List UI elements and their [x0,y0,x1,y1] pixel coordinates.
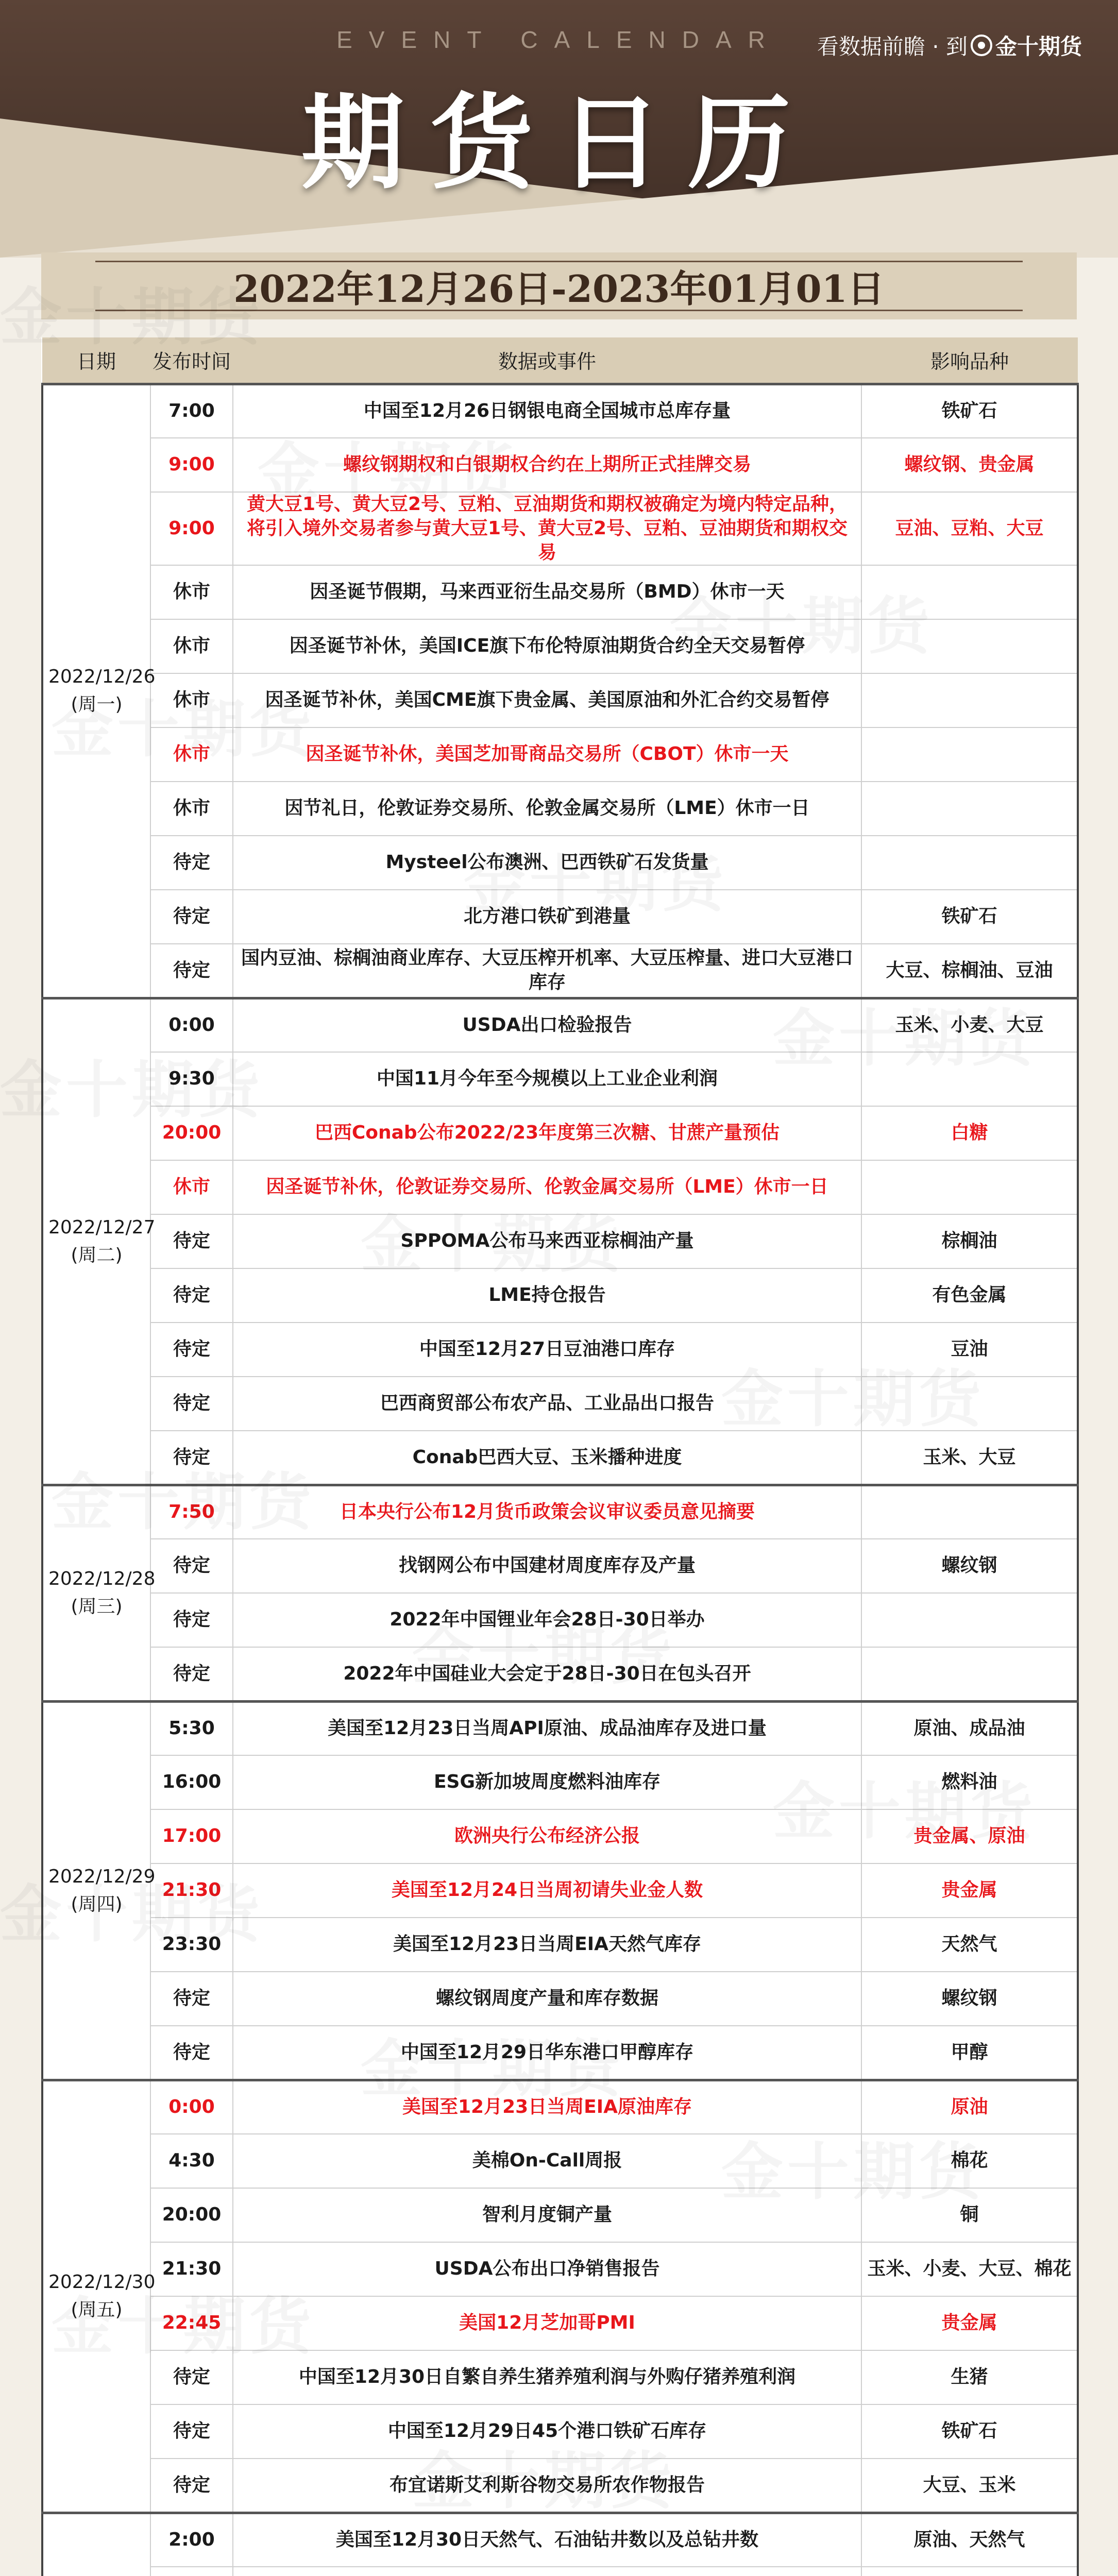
event-cell: 中国至12月29日华东港口甲醇库存 [233,2026,861,2080]
event-cell: 2022年中国锂业年会28日-30日举办 [233,1593,861,1647]
time-cell: 20:00 [150,1106,233,1160]
time-cell: 9:00 [150,438,233,492]
table-row [42,1593,1078,1647]
variety-cell: 贵金属、原油 [861,1809,1078,1863]
variety-cell: 玉米、小麦、大豆 [861,998,1078,1052]
top-right-text: 看数据前瞻 · 到 [817,34,968,59]
event-cell: 螺纹钢周度产量和库存数据 [233,1972,861,2026]
event-cell: 因节礼日，伦敦证券交易所、伦敦金属交易所（LME）休市一日 [233,782,861,836]
variety-cell: 棉花 [861,2134,1078,2188]
table-row [42,2080,1078,2134]
time-cell: 待定 [150,1431,233,1485]
variety-cell: 铁矿石 [861,2404,1078,2459]
table-row [42,1863,1078,1918]
table-row [42,492,1078,565]
time-cell: 21:30 [150,1863,233,1918]
variety-cell [861,782,1078,836]
event-cell: 中国11月今年至今规模以上工业企业利润 [233,1052,861,1106]
event-cell: 因圣诞节补休，伦敦证券交易所、伦敦金属交易所（LME）休市一日 [233,1160,861,1214]
variety-cell [861,619,1078,673]
table-row [42,384,1078,438]
table-row [42,2188,1078,2242]
time-cell: 0:00 [150,998,233,1052]
event-cell: LME持仓报告 [233,1268,861,1323]
event-cell: 美国至12月23日当周EIA天然气库存 [233,1918,861,1972]
table-row [42,2296,1078,2350]
table-row [42,782,1078,836]
event-cell: 美国12月芝加哥PMI [233,2296,861,2350]
event-cell: 中国至12月26日钢银电商全国城市总库存量 [233,384,861,438]
table-row [42,1160,1078,1214]
event-cell: 北方港口铁矿到港量 [233,890,861,944]
variety-cell: 豆油 [861,1323,1078,1377]
table-row [42,2404,1078,2459]
time-cell: 休市 [150,1160,233,1214]
time-cell: 16:00 [150,1755,233,1809]
date-range-banner [41,252,1077,319]
variety-cell: 螺纹钢 [861,1972,1078,2026]
event-cell: 找钢网公布中国建材周度库存及产量 [233,1539,861,1593]
date-cell [42,2513,150,2576]
time-cell: 待定 [150,1268,233,1323]
column-header-time: 发布时间 [150,337,233,384]
table-row [42,1485,1078,1539]
page-title: 期货日历 [301,83,817,204]
event-cell: SPPOMA公布马来西亚棕榈油产量 [233,1214,861,1268]
top-right-brand [817,30,1082,61]
time-cell: 待定 [150,1323,233,1377]
event-cell: 螺纹钢期权和白银期权合约在上期所正式挂牌交易 [233,438,861,492]
event-cell: 美国至12月24日当周初请失业金人数 [233,1863,861,1918]
table-row [42,2459,1078,2513]
event-cell: 中国至12月30日自繁自养生猪养殖利润与外购仔猪养殖利润 [233,2350,861,2404]
variety-cell [861,2567,1078,2576]
variety-cell: 燃料油 [861,1755,1078,1809]
date-cell [42,384,156,998]
variety-cell: 原油 [861,2080,1078,2134]
event-cell: USDA公布出口净销售报告 [233,2242,861,2296]
time-cell: 待定 [150,2404,233,2459]
variety-cell [861,1377,1078,1431]
time-cell: 2:00 [150,2513,233,2567]
event-cell: 2022年中国硅业大会定于28日-30日在包头召开 [233,1647,861,1701]
variety-cell: 有色金属 [861,1268,1078,1323]
event-cell: 因圣诞节补休，美国芝加哥商品交易所（CBOT）休市一天 [233,727,861,782]
event-cell: 巴西商贸部公布农产品、工业品出口报告 [233,1377,861,1431]
date-value: 2022/12/29 [48,1866,156,1887]
time-cell: 9:30 [150,1052,233,1106]
event-cell: 因圣诞节补休，美国ICE旗下布伦特原油期货合约全天交易暂停 [233,619,861,673]
time-cell [150,2567,233,2576]
event-cell: 智利月度铜产量 [233,2188,861,2242]
time-cell: 休市 [150,619,233,673]
variety-cell: 螺纹钢、贵金属 [861,438,1078,492]
table-row [42,1377,1078,1431]
time-cell: 23:30 [150,1918,233,1972]
event-cell: 国内豆油、棕榈油商业库存、大豆压榨开机率、大豆压榨量、进口大豆港口库存 [233,944,861,998]
date-value: 2022/12/26 [48,666,156,688]
column-header-variety: 影响品种 [861,337,1078,384]
table-row [42,727,1078,782]
event-cell: 日本央行公布12月货币政策会议审议委员意见摘要 [233,1485,861,1539]
table-row [42,836,1078,890]
event-cell: 美国至12月23日当周EIA原油库存 [233,2080,861,2134]
time-cell: 休市 [150,673,233,727]
table-header-row [42,337,1078,384]
variety-cell: 天然气 [861,1918,1078,1972]
date-value: 2022/12/28 [48,1568,156,1590]
variety-cell: 甲醇 [861,2026,1078,2080]
date-cell [42,1485,156,1701]
table-row [42,2350,1078,2404]
table-row [42,1106,1078,1160]
time-cell: 待定 [150,890,233,944]
time-cell: 待定 [150,2350,233,2404]
variety-cell: 原油、成品油 [861,1701,1078,1755]
weekday-label: (周五) [71,2299,123,2321]
time-cell: 0:00 [150,2080,233,2134]
time-cell: 待定 [150,2459,233,2513]
event-cell [233,2567,861,2576]
time-cell: 待定 [150,836,233,890]
time-cell: 待定 [150,944,233,998]
weekday-label: (周四) [71,1893,123,1915]
table-row [42,890,1078,944]
weekday-label: (周三) [71,1596,123,1618]
date-cell [42,1701,156,2080]
variety-cell: 豆油、豆粕、大豆 [861,492,1078,565]
table-row [42,1918,1078,1972]
variety-cell: 原油、天然气 [861,2513,1078,2567]
event-cell: USDA出口检验报告 [233,998,861,1052]
time-cell: 休市 [150,782,233,836]
variety-cell [861,1485,1078,1539]
table-row [42,2242,1078,2296]
variety-cell [861,1647,1078,1701]
variety-cell: 螺纹钢 [861,1539,1078,1593]
table-row [42,998,1078,1052]
table-row [42,2513,1078,2567]
table-row [42,1268,1078,1323]
time-cell: 5:30 [150,1701,233,1755]
time-cell: 20:00 [150,2188,233,2242]
time-cell: 待定 [150,1972,233,2026]
event-calendar-subtitle: EVENT CALENDAR [336,26,782,53]
time-cell: 待定 [150,1647,233,1701]
time-cell: 9:00 [150,492,233,565]
table-row [42,944,1078,998]
date-cell [42,998,156,1485]
time-cell: 休市 [150,727,233,782]
brand-name: 金十期货 [995,34,1082,59]
weekday-label: (周一) [71,694,123,716]
event-cell: Mysteel公布澳洲、巴西铁矿石发货量 [233,836,861,890]
event-cell: 美棉On-Call周报 [233,2134,861,2188]
event-cell: 中国至12月29日45个港口铁矿石库存 [233,2404,861,2459]
variety-cell [861,836,1078,890]
variety-cell [861,1160,1078,1214]
brand-logo-icon [971,35,992,56]
event-cell: 布宜诺斯艾利斯谷物交易所农作物报告 [233,2459,861,2513]
column-header-event: 数据或事件 [233,337,861,384]
variety-cell [861,727,1078,782]
event-cell: 中国至12月27日豆油港口库存 [233,1323,861,1377]
table-row [42,1214,1078,1268]
table-row [42,438,1078,492]
table-row [42,1755,1078,1809]
variety-cell: 铁矿石 [861,890,1078,944]
variety-cell: 铜 [861,2188,1078,2242]
date-cell [42,2080,156,2513]
time-cell: 7:50 [150,1485,233,1539]
table-row [42,1647,1078,1701]
weekday-label: (周二) [71,1244,123,1266]
calendar-table [41,337,1077,2576]
table-row [42,2567,1078,2576]
variety-cell: 铁矿石 [861,384,1078,438]
table-row [42,1431,1078,1485]
time-cell: 22:45 [150,2296,233,2350]
column-header-date: 日期 [42,337,150,384]
event-cell: 美国至12月30日天然气、石油钻井数以及总钻井数 [233,2513,861,2567]
time-cell: 休市 [150,565,233,619]
event-cell: 因圣诞节补休，美国CME旗下贵金属、美国原油和外汇合约交易暂停 [233,673,861,727]
date-range: 2022年12月26日-2023年01月01日 [95,261,1023,311]
table-row [42,1809,1078,1863]
variety-cell: 白糖 [861,1106,1078,1160]
variety-cell [861,673,1078,727]
table-row [42,1972,1078,2026]
time-cell: 21:30 [150,2242,233,2296]
variety-cell: 大豆、玉米 [861,2459,1078,2513]
header-banner [0,0,1118,258]
table-row [42,1701,1078,1755]
table-row [42,2026,1078,2080]
time-cell: 待定 [150,1377,233,1431]
event-cell: 因圣诞节假期，马来西亚衍生品交易所（BMD）休市一天 [233,565,861,619]
variety-cell: 贵金属 [861,2296,1078,2350]
time-cell: 待定 [150,1593,233,1647]
event-cell: ESG新加坡周度燃料油库存 [233,1755,861,1809]
variety-cell: 生猪 [861,2350,1078,2404]
variety-cell: 贵金属 [861,1863,1078,1918]
variety-cell: 棕榈油 [861,1214,1078,1268]
table-row [42,2134,1078,2188]
time-cell: 4:30 [150,2134,233,2188]
variety-cell [861,1593,1078,1647]
event-cell: 巴西Conab公布2022/23年度第三次糖、甘蔗产量预估 [233,1106,861,1160]
event-cell: Conab巴西大豆、玉米播种进度 [233,1431,861,1485]
time-cell: 待定 [150,2026,233,2080]
event-cell: 黄大豆1号、黄大豆2号、豆粕、豆油期货和期权被确定为境内特定品种，将引入境外交易者参与黄大豆1号、黄大豆2号、豆粕、豆油期货和期权交易 [233,492,861,565]
table-row [42,619,1078,673]
table-row [42,1323,1078,1377]
date-value: 2022/12/30 [48,2272,156,2293]
variety-cell [861,1052,1078,1106]
variety-cell [861,565,1078,619]
time-cell: 17:00 [150,1809,233,1863]
date-value: 2022/12/27 [48,1216,156,1238]
time-cell: 待定 [150,1214,233,1268]
event-cell: 欧洲央行公布经济公报 [233,1809,861,1863]
time-cell: 待定 [150,1539,233,1593]
time-cell: 7:00 [150,384,233,438]
variety-cell: 玉米、小麦、大豆、棉花 [861,2242,1078,2296]
table-row [42,1539,1078,1593]
variety-cell: 大豆、棕榈油、豆油 [861,944,1078,998]
table-row [42,673,1078,727]
event-cell: 美国至12月23日当周API原油、成品油库存及进口量 [233,1701,861,1755]
table-row [42,565,1078,619]
variety-cell: 玉米、大豆 [861,1431,1078,1485]
table-row [42,1052,1078,1106]
